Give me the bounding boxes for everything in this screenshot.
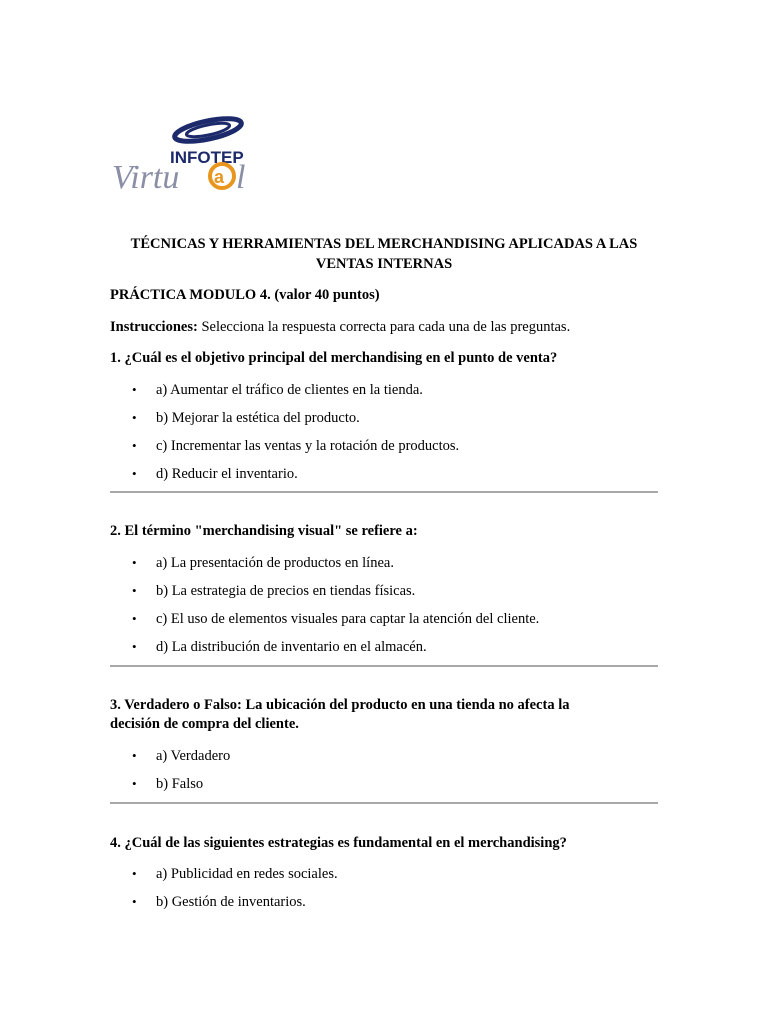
bullet-icon: •: [132, 555, 137, 570]
svg-text:a: a: [214, 167, 225, 187]
bullet-icon: •: [132, 639, 137, 654]
question-4-options: [110, 865, 658, 921]
document-title: [100, 234, 668, 274]
question-1-options: [110, 381, 658, 493]
question-3-line-2: decisión de compra del cliente.: [110, 716, 299, 732]
question-3: [110, 696, 658, 734]
bullet-icon: •: [132, 583, 137, 598]
question-2-options: [110, 554, 658, 666]
bullet-icon: •: [132, 776, 137, 791]
question-2: 2. El término "merchandising visual" se refiere a:: [110, 523, 418, 539]
bullet-icon: •: [132, 611, 137, 626]
logo-script-text: Virtu: [112, 159, 180, 192]
question-1: 1. ¿Cuál es el objetivo principal del merchandising en el punto de venta?: [110, 350, 558, 366]
bullet-icon: •: [132, 866, 137, 881]
divider: [110, 802, 658, 804]
title-line-1: TÉCNICAS Y HERRAMIENTAS DEL MERCHANDISING APLICADAS A LAS: [130, 236, 638, 252]
title-line-2: VENTAS INTERNAS: [315, 256, 453, 272]
question-4: 4. ¿Cuál de las siguientes estrategias es fundamental en el merchandising?: [110, 835, 567, 851]
list-item: • a) La presentación de productos en línea.: [132, 555, 394, 571]
list-item: • c) El uso de elementos visuales para captar la atención del cliente.: [132, 611, 540, 627]
instructions-text: Selecciona la respuesta correcta para cada una de las preguntas.: [197, 319, 571, 335]
practice-heading: PRÁCTICA MODULO 4. (valor 40 puntos): [110, 287, 380, 303]
list-item: • d) Reducir el inventario.: [132, 466, 298, 482]
question-3-options: [110, 747, 658, 803]
svg-text:l: l: [236, 159, 246, 192]
divider: [110, 665, 658, 667]
list-item: • a) Verdadero: [132, 748, 231, 764]
list-item: • b) La estrategia de precios en tiendas físicas.: [132, 583, 416, 599]
logo-graphic: [110, 116, 260, 192]
bullet-icon: •: [132, 748, 137, 763]
list-item: • c) Incrementar las ventas y la rotación de productos.: [132, 438, 460, 454]
bullet-icon: •: [132, 382, 137, 397]
list-item: • a) Aumentar el tráfico de clientes en la tienda.: [132, 382, 423, 398]
list-item: • b) Falso: [132, 776, 204, 792]
logo-brand-text: INFOTEP: [170, 148, 244, 167]
bullet-icon: •: [132, 438, 137, 453]
list-item: • b) Mejorar la estética del producto.: [132, 410, 360, 426]
divider: [110, 491, 658, 493]
bullet-icon: •: [132, 466, 137, 481]
bullet-icon: •: [132, 410, 137, 425]
infotep-virtual-logo: [110, 116, 260, 192]
list-item: • b) Gestión de inventarios.: [132, 894, 306, 910]
instructions-label: Instrucciones:: [110, 319, 198, 335]
list-item: • a) Publicidad en redes sociales.: [132, 866, 338, 882]
question-3-line-1: 3. Verdadero o Falso: La ubicación del producto en una tienda no afecta la: [110, 697, 570, 713]
list-item: • d) La distribución de inventario en el almacén.: [132, 639, 427, 655]
bullet-icon: •: [132, 894, 137, 909]
instructions: [110, 318, 658, 337]
